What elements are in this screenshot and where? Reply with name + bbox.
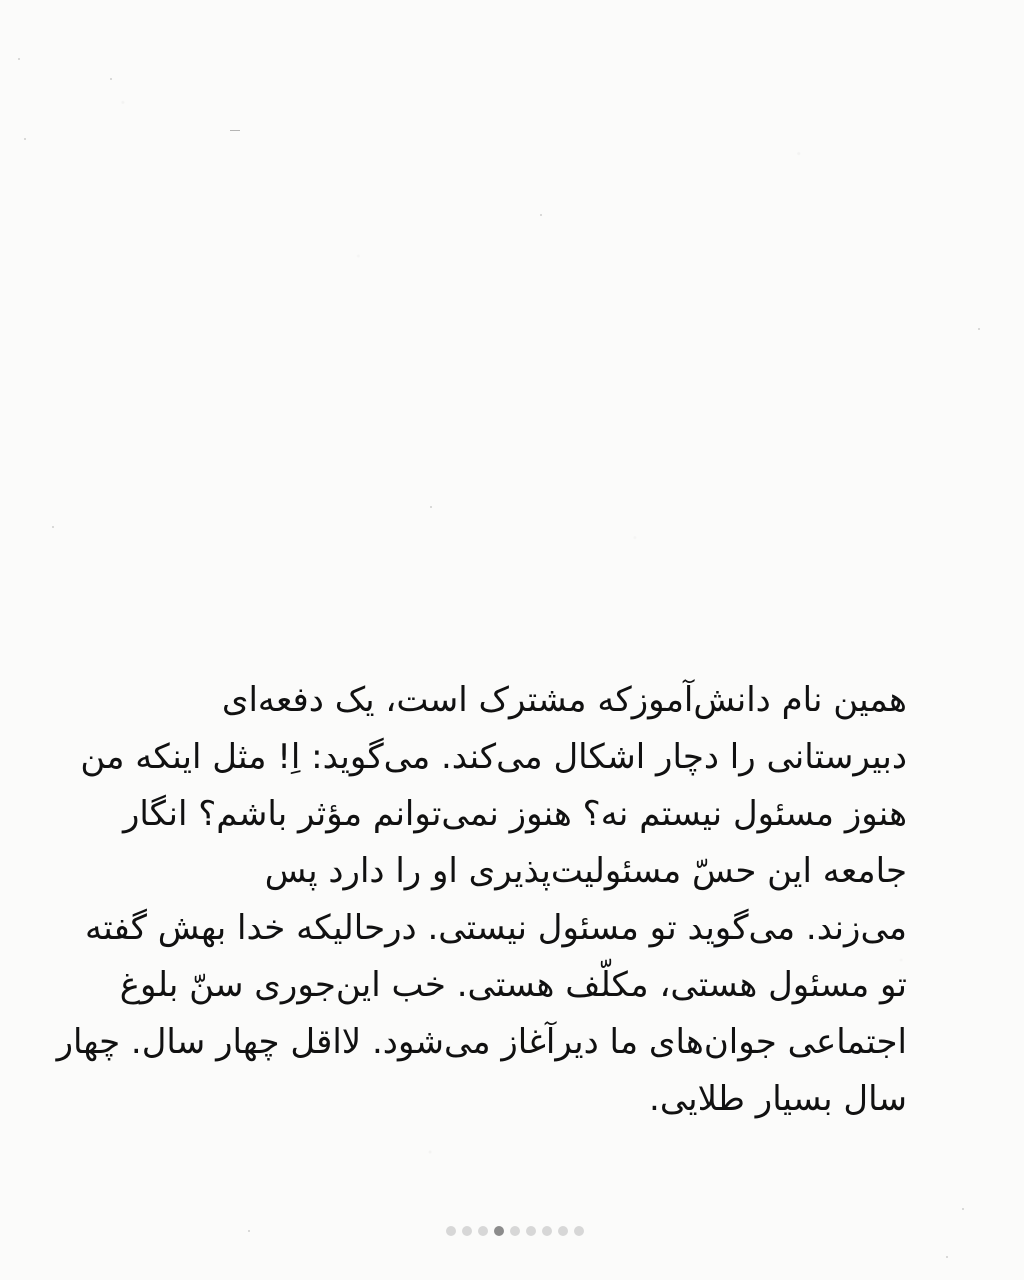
pagination-dot[interactable] [526,1226,536,1236]
text-line-5: می‌زند. می‌گوید تو مسئول نیستی. درحالیکه خدا بهش گفته [85,908,907,948]
paper-speck [110,78,112,80]
text-line-3: هنوز مسئول نیستم نه؟ هنوز نمی‌توانم مؤثر باشم؟ انگار [122,794,907,834]
paper-speck [18,58,20,60]
pagination-dot[interactable] [574,1226,584,1236]
paper-speck [978,328,980,330]
text-line-2: دبیرستانی را دچار اشکال می‌کند. می‌گوید: اِ! مثل اینکه من [80,737,907,777]
pagination-dot[interactable] [542,1226,552,1236]
pagination-dot[interactable] [510,1226,520,1236]
paper-speck [540,214,542,216]
text-line-8: سال بسیار طلایی. [649,1079,907,1119]
pagination-dot[interactable] [446,1226,456,1236]
paper-speck [430,506,432,508]
text-line-6: تو مسئول هستی، مکلّف هستی. خب این‌جوری سنّ بلوغ [119,965,907,1005]
paper-speck [962,1208,964,1210]
paper-speck [946,1256,948,1258]
pagination-dot[interactable] [462,1226,472,1236]
text-line-4: جامعه این حسّ مسئولیت‌پذیری او را دارد پس [264,851,907,891]
text-line-7: اجتماعی جوان‌های ما دیرآغاز می‌شود. لااقل چهار سال. چهار [56,1022,907,1062]
paper-speck [248,1230,250,1232]
text-line-1: همین نام دانش‌آموزکه مشترک است، یک دفعه‌ای [221,680,907,720]
paper-speck [52,526,54,528]
paper-speck [24,138,26,140]
pagination-dot[interactable] [558,1226,568,1236]
paper-mark [230,130,240,131]
pagination-dot-active[interactable] [494,1226,504,1236]
article-text [56,672,907,1128]
carousel-pagination [446,1226,584,1236]
pagination-dot[interactable] [478,1226,488,1236]
